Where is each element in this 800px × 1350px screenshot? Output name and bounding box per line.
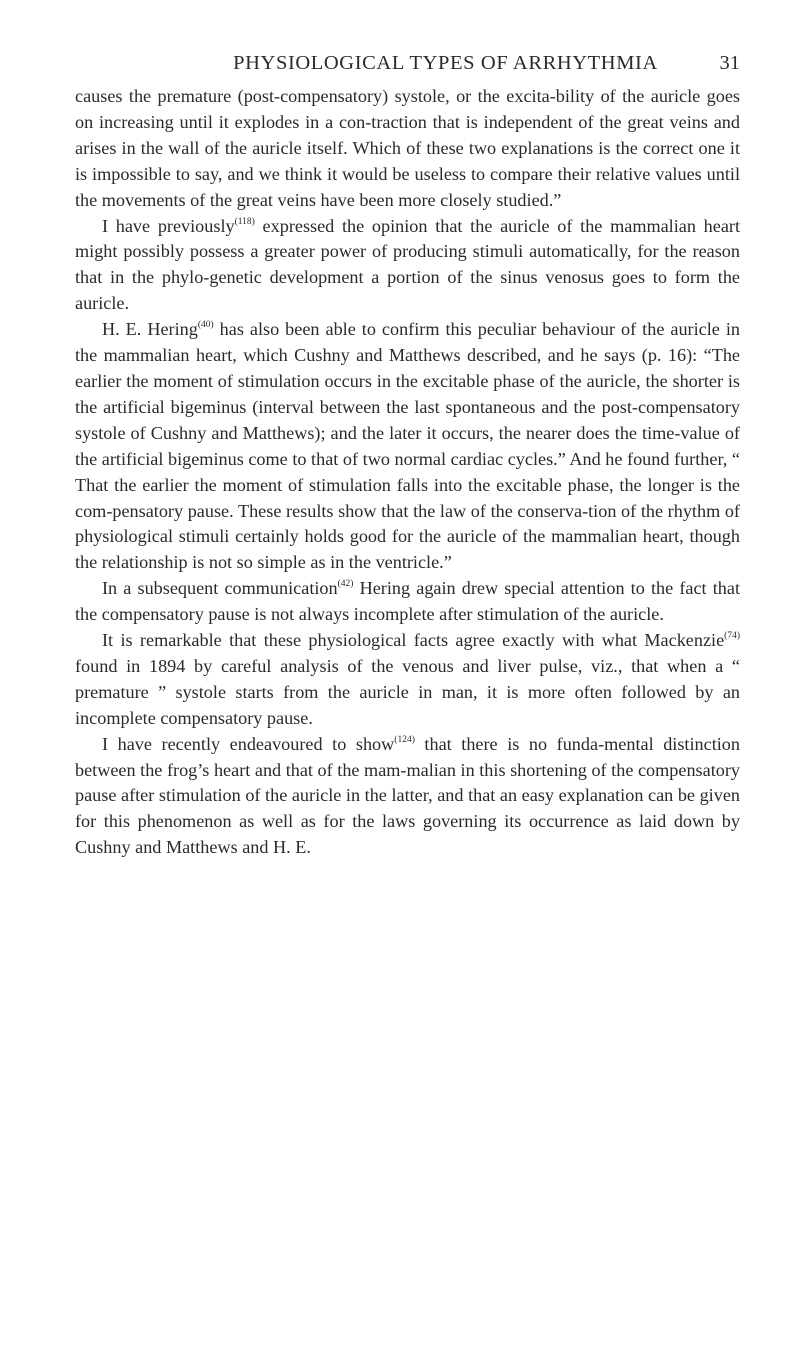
page-number: 31 bbox=[719, 52, 740, 74]
running-title: PHYSIOLOGICAL TYPES OF ARRHYTHMIA bbox=[233, 52, 658, 74]
paragraph-3 bbox=[75, 317, 740, 576]
paragraph-text: that there is no funda-mental distinction between the frog’s heart and that of the mam-malian in this shortening of the compensatory pause after stimulation of the auricle in the latter, and that an easy explanation can be given for this phenomenon as well as for the laws governing its occurrence as laid down by Cushny and Matthews and H. E. bbox=[75, 733, 740, 858]
citation-reference: (74) bbox=[724, 631, 740, 642]
citation-reference: (124) bbox=[394, 734, 415, 745]
paragraph-text: found in 1894 by careful analysis of the venous and liver pulse, viz., that when a “ premature ” systole starts from the auricle in man, it is more often followed by an incomplete compensatory pause. bbox=[75, 655, 740, 728]
paragraph-2 bbox=[75, 214, 740, 318]
paragraph-text: has also been able to confirm this peculiar behaviour of the auricle in the mammalian heart, which Cushny and Matthews described, and he says (p. 16): “The earlier the moment of stimulation occurs in the excitable phase of the auricle, the shorter is the artificial bigeminus (interval between the last spontaneous and the post-compensatory systole of Cushny and Matthews); and the later it occurs, the nearer does the time-value of the artificial bigeminus come to that of two normal cardiac cycles.” And he found further, “ That the earlier the moment of stimulation falls into the excitable phase, the longer is the com-pensatory pause. These results show that the law of the conserva-tion of the rhythm of physiological stimuli certainly holds good for the auricle of the mammalian heart, though the relationship is not so simple as in the ventricle.” bbox=[75, 319, 740, 573]
paragraph-text: Hering again drew special attention to the fact that the compensatory pause is not always incomplete after stimulation of the auricle. bbox=[75, 578, 741, 625]
citation-reference: (118) bbox=[234, 216, 255, 227]
paragraph-text: causes the premature (post-compensatory) systole, or the excita-bility of the auricle goes on increasing until it explodes in a con-traction that is independent of the great veins and arises in the wall of the auricle itself. Which of these two explanations is the correct one it is impossible to say, and we think it would be useless to compare their relative values until the movements of the great veins have been more closely studied.” bbox=[75, 86, 740, 210]
paragraph-text: It is remarkable that these physiological facts agree exactly with what Mackenzie bbox=[102, 630, 725, 651]
paragraph-4 bbox=[75, 576, 740, 628]
citation-reference: (40) bbox=[197, 320, 214, 331]
paragraph-text: H. E. Hering bbox=[102, 319, 198, 340]
paragraph-text: I have previously bbox=[102, 215, 235, 236]
citation-reference: (42) bbox=[337, 579, 354, 590]
paragraph-text: In a subsequent communication bbox=[102, 578, 338, 599]
body-text bbox=[75, 84, 740, 861]
paragraph-text: expressed the opinion that the auricle of the mammalian heart might possibly possess a greater power of producing stimuli automatically, for the reason that in the phylo-genetic development a portion of the sinus venosus goes to form the auricle. bbox=[75, 215, 741, 314]
paragraph-text: I have recently endeavoured to show bbox=[102, 733, 395, 754]
paragraph-5 bbox=[75, 628, 740, 732]
paragraph-6 bbox=[75, 732, 740, 862]
running-head bbox=[75, 52, 740, 82]
paragraph-1 bbox=[75, 84, 740, 214]
book-page bbox=[75, 52, 740, 861]
